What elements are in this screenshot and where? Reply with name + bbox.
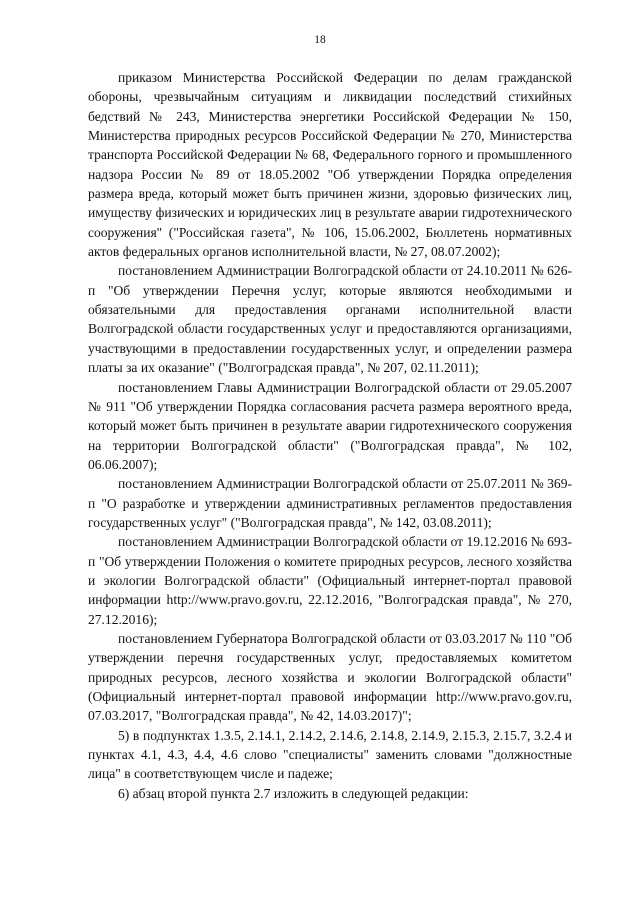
paragraph-resolution-911: постановлением Главы Администрации Волгоградской области от 29.05.2007 № 911 "Об утверждении Порядка согласования расчета размера вероятного вреда, который может быть причинен в результате аварии гидротехнического сооружения на территории Волгоградской области" ("Волгоградская правда", № 102, 06.06.2007);: [88, 379, 572, 472]
paragraph-item-6: 6) абзац второй пункта 2.7 изложить в следующей редакции:: [118, 785, 469, 801]
paragraph-resolution-110: постановлением Губернатора Волгоградской области от 03.03.2017 № 110 "Об утверждении перечня государственных услуг, предоставляемых комитетом природных ресурсов, лесного хозяйства и экологии Волгоградской области" (Официальный интернет-портал правовой информации http://www.pravo.gov.ru, 07.03.2017, "Волгоградская правда", № 42, 14.03.2017)";: [88, 630, 572, 724]
document-body: [88, 68, 572, 803]
paragraph-resolution-626p: постановлением Администрации Волгоградской области от 24.10.2011 № 626-п "Об утверждении Перечня услуг, которые являются необходимыми и обязательными для предоставления органами исполнительной власти Волгоградской области государственных услуг и предоставляются организациями, участвующими в предоставлении государственных услуг, и определении размера платы за их оказание" ("Волгоградская правда", № 207, 02.11.2011);: [88, 263, 572, 376]
paragraph-resolution-369p: постановлением Администрации Волгоградской области от 25.07.2011 № 369-п "О разработке и утверждении административных регламентов предоставления государственных услуг" ("Волгоградская правда", № 142, 03.08.2011);: [88, 476, 572, 530]
paragraph-item-5: 5) в подпунктах 1.3.5, 2.14.1, 2.14.2, 2.14.6, 2.14.8, 2.14.9, 2.15.3, 2.15.7, 3.2.4 и пунктах 4.1, 4.3, 4.4, 4.6 слово "специалисты" заменить словами "должностные лица" в соответствующем числе и падеже;: [88, 727, 572, 782]
page-number: 18: [314, 34, 326, 46]
paragraph-order-mchs: приказом Министерства Российской Федерации по делам гражданской обороны, чрезвычайным ситуациям и ликвидации последствий стихийных бедствий № 243, Министерства энергетики Российской Федерации № 150, Министерства природных ресурсов Российской Федерации № 270, Министерства транспорта Российской Федерации № 68, Федерального горного и промышленного надзора России № 89 от 18.05.2002 "Об утверждении Порядка определения размера вреда, который может быть причинен жизни, здоровью физических лиц, имуществу физических и юридических лиц в результате аварии гидротехнического сооружения" ("Российская газета", № 106, 15.06.2002, Бюллетень нормативных актов федеральных органов исполнительной власти, № 27, 08.07.2002);: [88, 70, 572, 260]
paragraph-resolution-693p: постановлением Администрации Волгоградской области от 19.12.2016 № 693-п "Об утверждении Положения о комитете природных ресурсов, лесного хозяйства и экологии Волгоградской области" (Официальный интернет-портал правовой информации http://www.pravo.gov.ru, 22.12.2016, "Волгоградская правда", № 270, 27.12.2016);: [88, 534, 572, 627]
